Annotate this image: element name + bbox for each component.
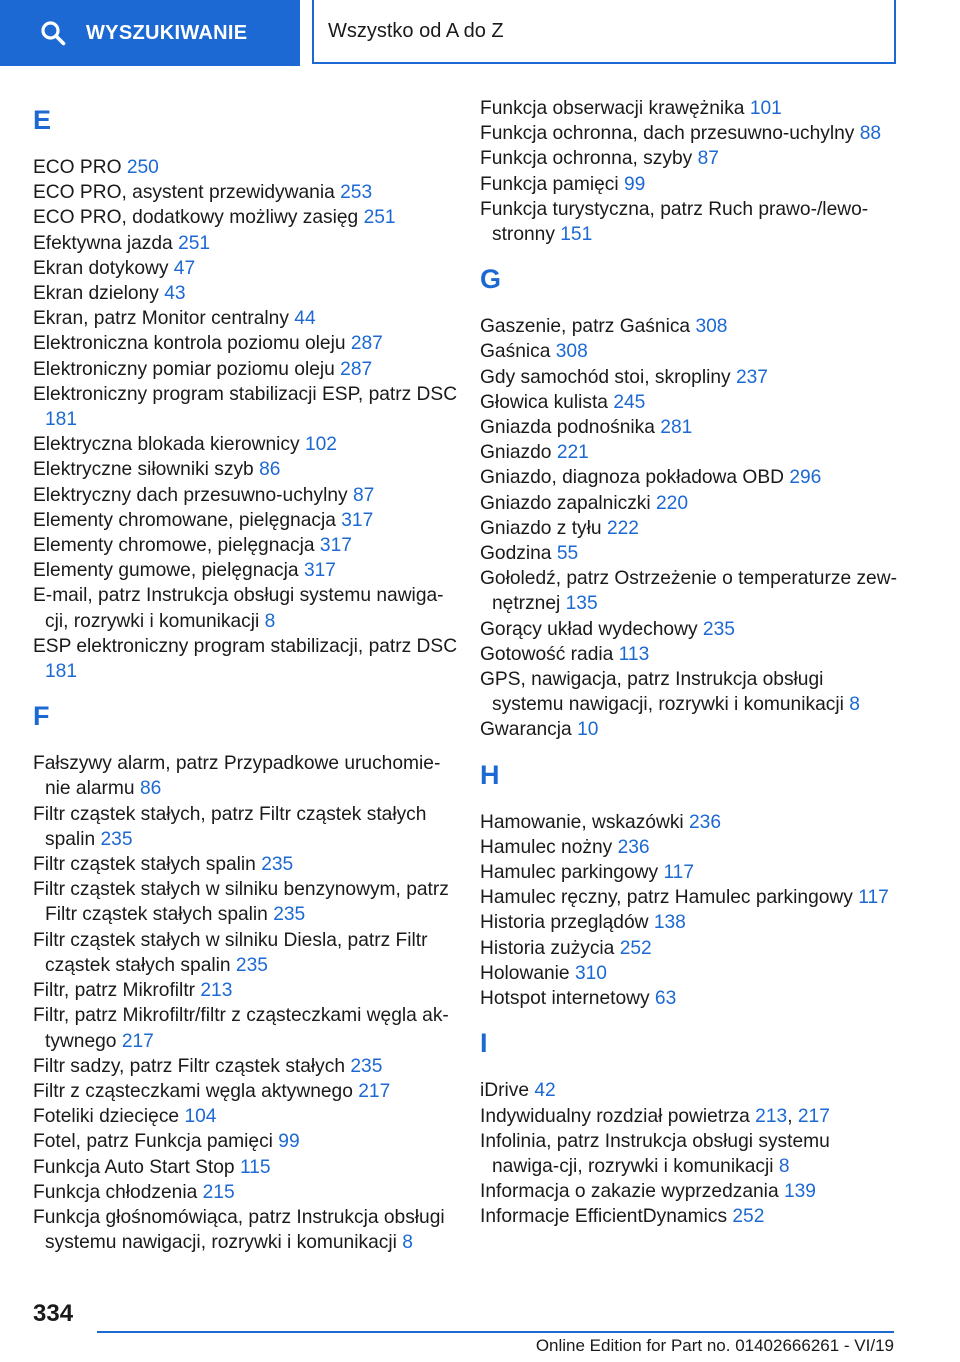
- index-entry: [480, 885, 900, 910]
- index-entry-text: Holowanie: [480, 962, 570, 984]
- index-entry: [33, 205, 463, 230]
- index-entry: [480, 1078, 900, 1103]
- index-entry-text: Funkcja Auto Start Stop: [33, 1156, 235, 1178]
- index-entry: [480, 667, 900, 717]
- page-link[interactable]: 235: [100, 828, 133, 850]
- index-entry: [33, 928, 463, 978]
- page-link[interactable]: 220: [656, 492, 689, 514]
- page-link[interactable]: 235: [235, 954, 268, 976]
- index-entry: [33, 155, 463, 180]
- page-link[interactable]: 104: [184, 1106, 217, 1128]
- index-entry: [480, 1204, 900, 1229]
- index-entry-text: Fotel, patrz Funkcja pamięci: [33, 1131, 273, 1153]
- index-entry: [33, 802, 463, 852]
- index-entry-text: Funkcja ochronna, dach przesuwno-uchylny: [480, 123, 855, 145]
- index-entry: [33, 306, 463, 331]
- index-letter-heading: I: [480, 1028, 488, 1059]
- page-link[interactable]: 287: [350, 333, 383, 355]
- index-entry-text: Hamowanie, wskazówki: [480, 811, 684, 833]
- index-entry-text: Funkcja obserwacji krawężnika: [480, 98, 745, 119]
- index-entry: [33, 382, 463, 432]
- index-entry-text: Gwarancja: [480, 719, 572, 741]
- index-entry-text: Funkcja ochronna, szyby: [480, 148, 693, 170]
- page-link[interactable]: 296: [789, 467, 822, 489]
- index-entry-text: Gorący układ wydechowy: [480, 618, 698, 640]
- index-entry-text: Ekran dzielony: [33, 283, 159, 305]
- index-entry-text: Informacje EfficientDynamics: [480, 1206, 728, 1228]
- index-entry-text: Elementy chromowane, pielęgnacja: [33, 509, 336, 531]
- page-link[interactable]: 317: [319, 535, 352, 557]
- search-icon: [40, 20, 66, 46]
- index-entry: [480, 810, 900, 835]
- index-entry: [480, 440, 900, 465]
- index-entry-text: Funkcja pamięci: [480, 173, 619, 195]
- index-entry-text: GPS, nawigacja, patrz Instrukcja obsługi systemu nawigacji, rozrywki i komunikacji: [480, 669, 844, 716]
- page-link[interactable]: 63: [654, 988, 677, 1010]
- index-entry: [33, 978, 463, 1003]
- index-entry-text: Elementy gumowe, pielęgnacja: [33, 560, 299, 582]
- page-link[interactable]: 252: [619, 937, 652, 959]
- page-link[interactable]: 213: [755, 1105, 788, 1127]
- page-link[interactable]: 308: [695, 316, 728, 338]
- index-entry-text: Filtr cząstek stałych w silniku Diesla, patrz Filtr cząstek stałych spalin: [33, 929, 428, 976]
- page-link[interactable]: 117: [858, 887, 889, 909]
- page-link[interactable]: 217: [358, 1080, 391, 1102]
- index-entry-text: ECO PRO, dodatkowy możliwy zasięg: [33, 207, 359, 229]
- index-entry-text: Filtr cząstek stałych spalin: [33, 854, 256, 876]
- index-entry-text: Filtr z cząsteczkami węgla aktywnego: [33, 1080, 353, 1102]
- index-entry-text: Historia zużycia: [480, 937, 615, 959]
- page-link[interactable]: 138: [653, 912, 686, 934]
- index-entry-text: Fałszywy alarm, patrz Przypadkowe uruchomie-nie alarmu: [33, 753, 441, 800]
- page-link[interactable]: 43: [164, 283, 186, 305]
- index-entry: [33, 533, 463, 558]
- page-link[interactable]: 251: [178, 232, 211, 254]
- page-link[interactable]: 250: [126, 157, 159, 178]
- page-link[interactable]: 251: [363, 207, 396, 229]
- index-entry: [480, 835, 900, 860]
- index-letter-heading: E: [33, 105, 52, 135]
- page-link[interactable]: 86: [259, 459, 281, 481]
- page-link[interactable]: 281: [660, 417, 693, 439]
- index-entry-text: Filtr cząstek stałych w silniku benzynowym, patrz Filtr cząstek stałych spalin: [33, 879, 449, 926]
- index-entry-text: E-mail, patrz Instrukcja obsługi systemu nawiga-cji, rozrywki i komunikacji: [33, 585, 444, 632]
- index-entry-text: Elektryczny dach przesuwno-uchylny: [33, 484, 348, 506]
- index-entry-text: Funkcja głośnomówiąca, patrz Instrukcja obsługi systemu nawigacji, rozrywki i komunikacji: [33, 1206, 445, 1254]
- index-entry: [480, 339, 900, 364]
- index-entry: [33, 583, 463, 633]
- index-entry-text: Hamulec nożny: [480, 836, 613, 858]
- index-entry-text: Filtr cząstek stałych, patrz Filtr cząstek stałych spalin: [33, 803, 427, 850]
- index-entry-text: Elektroniczna kontrola poziomu oleju: [33, 333, 346, 355]
- index-entry: [33, 1205, 463, 1255]
- index-entry-text: Hamulec ręczny, patrz Hamulec parkingowy: [480, 887, 853, 909]
- page-link[interactable]: 10: [577, 719, 599, 741]
- index-entry-text: Infolinia, patrz Instrukcja obsługi systemu nawiga-cji, rozrywki i komunikacji: [480, 1130, 830, 1177]
- index-entry-text: Gaśnica: [480, 341, 551, 363]
- page-link[interactable]: 55: [556, 543, 579, 565]
- page-link[interactable]: 88: [859, 123, 882, 145]
- index-entry-text: Funkcja turystyczna, patrz Ruch prawo-/lewo-stronny: [480, 198, 869, 246]
- footer-edition: [97, 1336, 894, 1356]
- index-entry: [480, 717, 900, 742]
- index-entry-text: Ekran dotykowy: [33, 257, 169, 279]
- index-entry: [33, 1104, 463, 1129]
- index-entry-text: Elektroniczny pomiar poziomu oleju: [33, 358, 335, 380]
- index-entry: [480, 491, 900, 516]
- index-entry-text: Elektryczne siłowniki szyb: [33, 459, 254, 481]
- index-entry: [480, 961, 900, 986]
- index-entry: [480, 415, 900, 440]
- page-number: 334: [33, 1300, 74, 1327]
- footer-edition-text: Online Edition for Part no. 01402666261 - VI/19: [535, 1336, 894, 1355]
- page-link[interactable]: 87: [697, 148, 719, 170]
- page-link[interactable]: 44: [294, 308, 316, 330]
- index-entry: [33, 852, 463, 877]
- index-entry: [480, 365, 900, 390]
- page-link[interactable]: 317: [341, 509, 374, 531]
- page-link[interactable]: 102: [304, 434, 337, 456]
- page-link[interactable]: 215: [202, 1181, 235, 1203]
- index-entry: [33, 751, 463, 801]
- index-entry: [480, 197, 900, 247]
- index-entry-text: Elementy chromowe, pielęgnacja: [33, 535, 315, 557]
- index-entry-text: Efektywna jazda: [33, 232, 173, 254]
- index-entry: [33, 1054, 463, 1079]
- page-link[interactable]: 317: [303, 560, 336, 582]
- index-entry-text: Gaszenie, patrz Gaśnica: [480, 316, 691, 338]
- index-entry: [33, 877, 463, 927]
- page-link[interactable]: 99: [278, 1131, 300, 1153]
- index-entry-text: Godzina: [480, 543, 552, 565]
- index-letter-heading: F: [33, 701, 50, 732]
- index-entry: [33, 1079, 463, 1104]
- page-link[interactable]: 99: [623, 173, 646, 195]
- index-entry: [480, 516, 900, 541]
- index-entry-text: Gniazdo: [480, 442, 552, 464]
- index-entry-text: ESP elektroniczny program stabilizacji, patrz DSC: [33, 635, 458, 657]
- index-entry: [480, 936, 900, 961]
- index-entry: [480, 121, 900, 146]
- index-entry: [33, 508, 463, 533]
- index-entry: [480, 642, 900, 667]
- a-to-z-nav-link[interactable]: [312, 0, 896, 64]
- index-entry: [33, 331, 463, 356]
- index-entry-text: Gniazdo zapalniczki: [480, 492, 651, 514]
- index-entry: [480, 390, 900, 415]
- page-link[interactable]: 222: [606, 517, 639, 539]
- index-entry: [33, 256, 463, 281]
- page-link[interactable]: 87: [352, 484, 375, 506]
- page-link[interactable]: 308: [555, 341, 588, 363]
- index-entry: [480, 617, 900, 642]
- index-entry-text: Foteliki dziecięce: [33, 1106, 180, 1128]
- page-link[interactable]: 139: [783, 1181, 816, 1203]
- page-link[interactable]: 236: [617, 836, 650, 858]
- page-link[interactable]: 236: [689, 811, 722, 833]
- index-entry-text: iDrive: [480, 1080, 530, 1102]
- index-entry-text: Elektryczna blokada kierownicy: [33, 434, 300, 456]
- index-entry-text: Gniazdo, diagnoza pokładowa OBD: [480, 467, 784, 489]
- page-link[interactable]: 181: [45, 661, 78, 683]
- index-column-right: [480, 96, 900, 1230]
- index-letter-heading: H: [480, 759, 500, 790]
- index-entry-text: Gniazdo z tyłu: [480, 517, 602, 539]
- index-entry-text: Indywidualny rozdział powietrza: [480, 1105, 750, 1127]
- index-entry: [33, 457, 463, 482]
- page-link[interactable]: 8: [778, 1155, 790, 1177]
- page-link[interactable]: 8: [849, 694, 860, 716]
- page-link[interactable]: 235: [350, 1055, 383, 1077]
- index-entry: [33, 1180, 463, 1205]
- a-to-z-nav-label: Wszystko od A do Z: [328, 19, 504, 42]
- index-entry: [480, 96, 900, 121]
- index-entry: [480, 860, 900, 885]
- page-link[interactable]: 287: [340, 358, 373, 380]
- index-entry: [33, 558, 463, 583]
- page-separator: ,: [787, 1105, 798, 1127]
- page-link[interactable]: 253: [340, 182, 373, 204]
- index-entry: [480, 465, 900, 490]
- index-entry: [480, 566, 900, 616]
- index-entry: [33, 1129, 463, 1154]
- index-entry-text: Hamulec parkingowy: [480, 862, 659, 884]
- index-entry-text: Elektroniczny program stabilizacji ESP, patrz DSC: [33, 383, 458, 405]
- page-link[interactable]: 151: [560, 224, 593, 246]
- index-entry: [480, 1104, 900, 1129]
- index-entry: [33, 1155, 463, 1180]
- index-entry-text: ECO PRO, asystent przewidywania: [33, 182, 335, 204]
- index-entry: [480, 910, 900, 935]
- page-link[interactable]: 221: [556, 442, 589, 464]
- page-link[interactable]: 113: [618, 643, 650, 665]
- page-link[interactable]: 213: [200, 980, 233, 1002]
- page-link[interactable]: 235: [273, 904, 306, 926]
- index-entry: [480, 146, 900, 171]
- page-link[interactable]: 235: [261, 854, 294, 876]
- index-entry-text: Gołoledź, patrz Ostrzeżenie o temperaturze zew-nętrznej: [480, 568, 897, 615]
- index-entry-text: Gdy samochód stoi, skropliny: [480, 366, 731, 388]
- index-entry-text: Filtr sadzy, patrz Filtr cząstek stałych: [33, 1055, 346, 1077]
- page-link[interactable]: 101: [749, 98, 782, 119]
- top-bar: [0, 0, 960, 66]
- index-entry: [33, 281, 463, 306]
- index-entry-text: Funkcja chłodzenia: [33, 1181, 198, 1203]
- index-entry-text: Historia przeglądów: [480, 912, 649, 934]
- page-link[interactable]: 217: [121, 1030, 154, 1052]
- index-column-left: [33, 96, 463, 1255]
- index-entry: [33, 231, 463, 256]
- page-link[interactable]: 115: [239, 1156, 271, 1178]
- index-entry-text: Gotowość radia: [480, 643, 614, 665]
- index-entry: [480, 172, 900, 197]
- page-link[interactable]: 235: [702, 618, 735, 640]
- index-entry-text: Hotspot internetowy: [480, 988, 650, 1010]
- page-link[interactable]: 47: [173, 257, 196, 279]
- index-entry: [33, 483, 463, 508]
- index-entry-text: ECO PRO: [33, 157, 122, 178]
- page-link[interactable]: 181: [45, 409, 78, 431]
- index-entry-text: Głowica kulista: [480, 391, 608, 413]
- page-link[interactable]: 86: [139, 778, 162, 800]
- index-entry-text: Informacja o zakazie wyprzedzania: [480, 1181, 779, 1203]
- index-entry: [33, 432, 463, 457]
- index-entry: [480, 541, 900, 566]
- index-entry-text: Gniazda podnośnika: [480, 417, 655, 439]
- page-link[interactable]: 310: [574, 962, 607, 984]
- page-link[interactable]: 135: [565, 593, 598, 615]
- footer-divider: [97, 1331, 894, 1333]
- index-entry: [33, 634, 463, 684]
- page-link[interactable]: 217: [797, 1105, 830, 1127]
- search-button[interactable]: [0, 0, 300, 66]
- index-entry: [480, 1129, 900, 1179]
- page-link[interactable]: 117: [663, 862, 695, 884]
- index-entry-text: Filtr, patrz Mikrofiltr/filtr z cząsteczkami węgla ak-tywnego: [33, 1005, 449, 1052]
- page-link[interactable]: 42: [534, 1080, 556, 1102]
- index-entry: [33, 180, 463, 205]
- index-entry: [480, 1179, 900, 1204]
- index-entry: [480, 986, 900, 1011]
- page-link[interactable]: 8: [264, 610, 276, 632]
- page-link[interactable]: 8: [402, 1232, 413, 1254]
- page-link[interactable]: 245: [613, 391, 646, 413]
- page-link[interactable]: 237: [735, 366, 768, 388]
- index-entry: [33, 1003, 463, 1053]
- index-entry: [33, 357, 463, 382]
- index-entry-text: Ekran, patrz Monitor centralny: [33, 308, 289, 330]
- search-button-label: WYSZUKIWANIE: [86, 21, 248, 44]
- page-link[interactable]: 252: [732, 1206, 765, 1228]
- index-entry: [480, 314, 900, 339]
- index-entry-text: Filtr, patrz Mikrofiltr: [33, 980, 196, 1002]
- index-letter-heading: G: [480, 264, 502, 295]
